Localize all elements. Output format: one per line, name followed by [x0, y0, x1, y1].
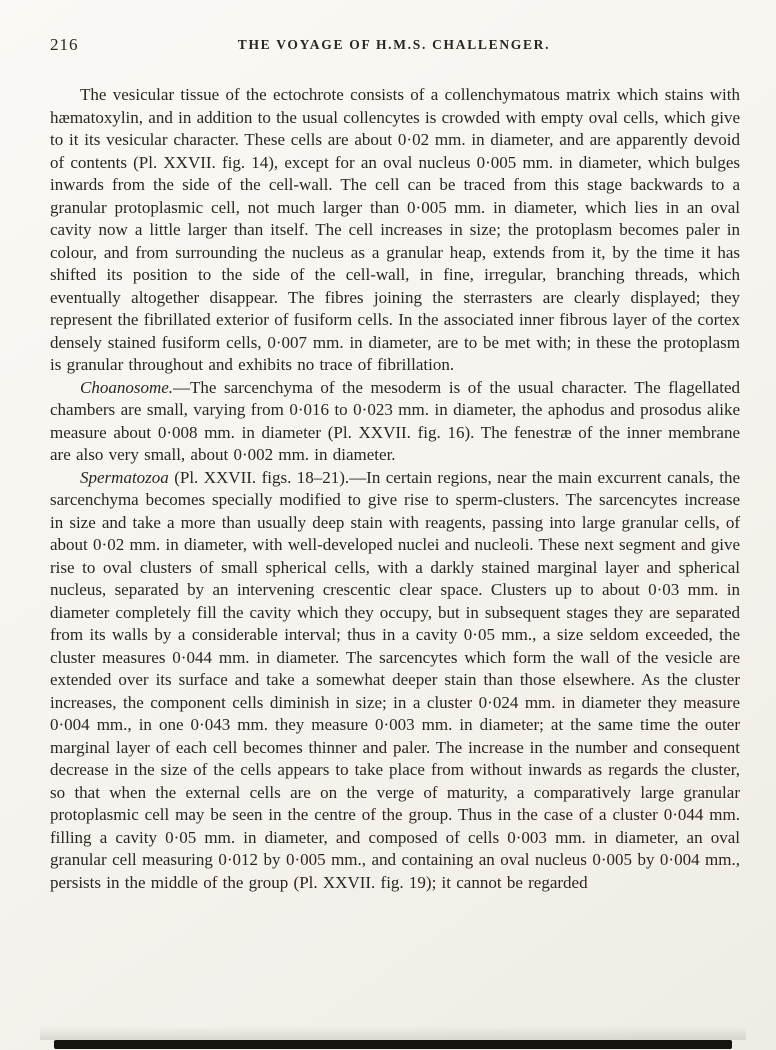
running-title: THE VOYAGE OF H.M.S. CHALLENGER.	[237, 37, 551, 52]
scan-edge-shadow	[54, 1040, 732, 1049]
paragraph-text: The vesicular tissue of the ectochrote consists of a collenchymatous matrix which stains with hæmatoxylin, and in addition to the usual collencytes is crowded with empty oval cells, which give to it its vesicular character. These cells are about 0·02 mm. in diameter, and are apparently devoid of contents (Pl. XXVII. fig. 14), except for an oval nucleus 0·005 mm. in diameter, which bulges inwards from the side of the cell-wall. The cell can be traced from this stage backwards to a granular protoplasmic cell, not much larger than 0·005 mm. in diameter, which lies in an oval cavity now a little larger than itself. The cell increases in size; the protoplasm becomes paler in colour, and from surrounding the nucleus as a granular heap, extends from it, by the time it has shifted its position to the side of the cell-wall, in fine, irregular, branching threads, which eventually altogether disappear. The fibres joining the sterrasters are clearly displayed; they represent the fibrillated exterior of fusiform cells. In the associated inner fibrous layer of the cortex densely stained fusiform cells, 0·007 mm. in diameter, are to be met with; in these the protoplasm is granular throughout and exhibits no trace of fibrillation.	[50, 85, 740, 374]
page-number: 216	[50, 35, 79, 54]
paragraph-text: (Pl. XXVII. figs. 18–21).—In certain regions, near the main excurrent canals, the sarcenchyma becomes specially modified to give rise to sperm-clusters. The sarcencytes increase in size and take a more than usually deep stain with reagents, passing into large granular cells, of about 0·02 mm. in diameter, with well-developed nuclei and nucleoli. These next segment and give rise to oval clusters of small spherical cells, with a darkly stained marginal layer and spherical nucleus, separated by an intervening crescentic clear space. Clusters up to about 0·03 mm. in diameter completely fill the cavity which they occupy, but in subsequent stages they are separated from its walls by a considerable interval; thus in a cavity 0·05 mm., a size seldom exceeded, the cluster measures 0·044 mm. in diameter. The sarcencytes which form the wall of the vesicle are extended over its surface and take a somewhat deeper stain than those elsewhere. As the cluster increases, the component cells diminish in size; in a cluster 0·024 mm. in diameter they measure 0·004 mm., in one 0·043 mm. they measure 0·003 mm. in diameter; at the same time the outer marginal layer of each cell becomes thinner and paler. The increase in the number and consequent decrease in the size of the cells appears to take place from without inwards as regards the cluster, so that when the external cells are on the verge of maturity, a comparatively large granular protoplasmic cell may be seen in the centre of the group. Thus in the case of a cluster 0·044 mm. filling a cavity 0·05 mm. in diameter, and composed of cells 0·003 mm. in diameter, an oval granular cell measuring 0·012 by 0·005 mm., and containing an oval nucleus 0·005 by 0·004 mm., persists in the middle of the group (Pl. XXVII. fig. 19); it cannot be regarded	[50, 467, 740, 892]
paragraph-vesicular-tissue	[50, 84, 740, 377]
paragraph-lead: Choanosome.	[80, 377, 174, 397]
scan-edge-fade	[40, 1026, 746, 1040]
text-block	[50, 84, 740, 894]
paragraph-choanosome	[50, 377, 740, 467]
paragraph-spermatozoa	[50, 467, 740, 895]
paragraph-lead: Spermatozoa	[80, 467, 169, 487]
page-header	[50, 34, 738, 56]
paragraph-text: —The sarcenchyma of the mesoderm is of the usual character. The flagellated chambers are small, varying from 0·016 to 0·023 mm. in diameter, the aphodus and prosodus alike measure about 0·008 mm. in diameter (Pl. XXVII. fig. 16). The fenestræ of the inner membrane are also very small, about 0·002 mm. in diameter.	[50, 377, 740, 464]
